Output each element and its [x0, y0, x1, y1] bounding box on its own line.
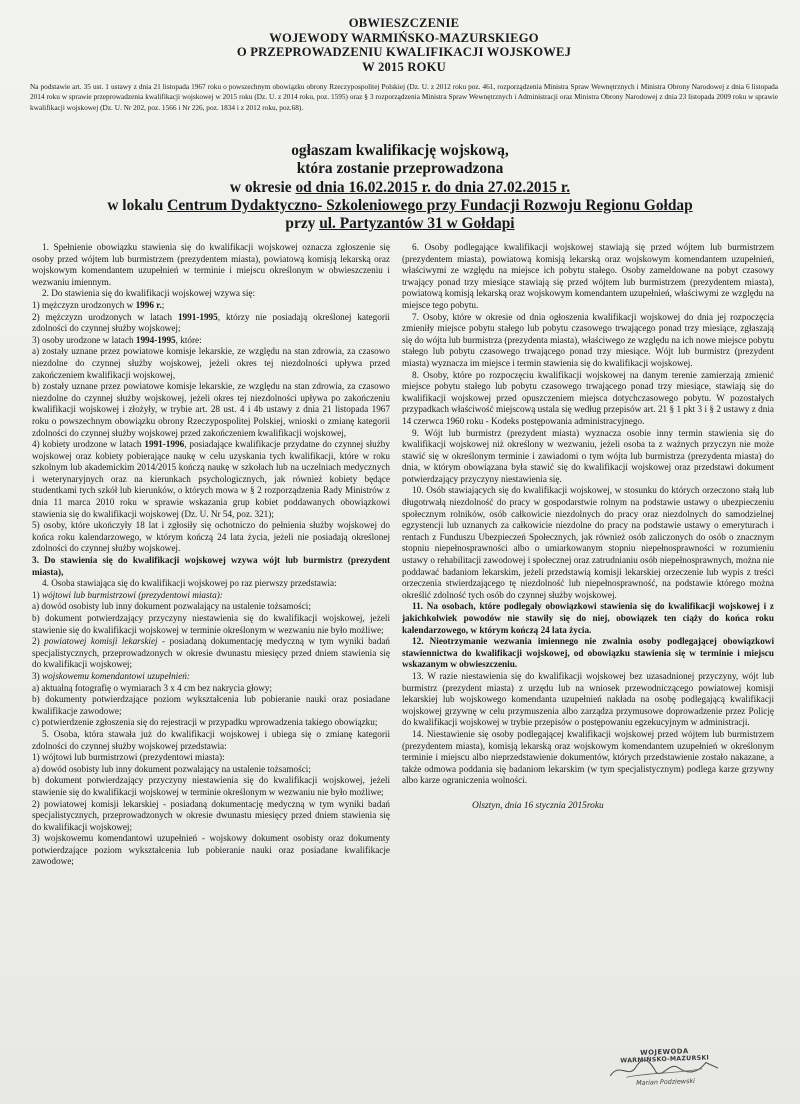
announcement-block: [40, 142, 760, 233]
paragraph: 2. Do stawienia się do kwalifikacji wojskowej wzywa się:: [42, 288, 256, 299]
text: - posiadaną dokumentację medyczną w tym wyniki badań specjalistycznych, przeprowadzonych w okresie dwunastu miesięcy przed dniem stawienia się do kwalifikacji wojskowej;: [32, 636, 391, 670]
stamp-region: WARMIŃSKO-MAZURSKI: [620, 1054, 710, 1065]
announcement-venue: [40, 197, 760, 215]
paragraph: 12. Nieotrzymanie wezwania imiennego nie zwalnia osoby podlegającej obowiązkowi stawiennictwa do kwalifikacji wojskowej, od obowiązku stawienia się w terminie i miejscu wskazanym w obwieszczeniu.: [402, 636, 774, 670]
paragraph: 14. Niestawienie się osoby podlegającej kwalifikacji wojskowej przed wójtem lub burmistrzem (prezydentem miasta), komisją lekarską oraz wojskowym komendantem uzupełnień w określonym terminie i miejscu albo nieprzedstawienie dokumentów, których przedstawienie zostało nakazane, a także odmowa poddania się badaniom lekarskim (w tym specjalistycznym) podlega karze grzywny albo karze ograniczenia wolności.: [402, 728, 774, 786]
text: 3): [32, 670, 42, 681]
dates-prefix: w okresie: [229, 178, 296, 196]
text: , posiadające kwalifikacje przydatne do czynnej służby wojskowej oraz kobiety pobierające naukę w celu uzyskania tych kwalifikacji, które w roku szkolnym lub akademickim 2014/2015 kończą naukę w szkołach lub na uczelniach medycznych i weterynaryjnych oraz na kierunkach psychologicznych, jak również kobiety będące studentkami tych szkół lub kierunków, o których mowa w § 2 rozporządzenia Rady Ministrów z dnia 11 marca 2010 roku w sprawie wskazania grup kobiet poddawanych obowiązkowi stawienia się do kwalifikacji wojskowej (Dz. U. Nr 54, poz. 321);: [32, 439, 390, 519]
paragraph: 4. Osoba stawiająca się do kwalifikacji wojskowej po raz pierwszy przedstawia:: [42, 578, 337, 589]
year-bold: 1991-1996: [144, 439, 185, 450]
left-column: [32, 242, 390, 868]
venue-name: Centrum Dydaktyczno- Szkoleniowego przy Fundacji Rozwoju Regionu Gołdap: [167, 196, 693, 214]
legal-basis: Na podstawie art. 35 ust. 1 ustawy z dnia 21 listopada 1967 roku o powszechnym obowiązku obrony Rzeczypospolitej Polskiej (Dz. U. z 2012 roku poz. 461, rozporządzenia Ministra Spraw Wewnętrznych i Ministra Obrony Narodowej z dnia 6 listopada 2014 roku w sprawie przeprowadzenia kwalifikacji wojskowej w 2015 roku (Dz. U. z 2014 roku, poz. 1595) oraz § 3 rozporządzenia Ministra Spraw Wewnętrznych i Administracji oraz Ministra Obrony Narodowej z dnia 23 listopada 2009 roku w sprawie kwalifikacji wojskowej (Dz. U. Nr 202, poz. 1566 i Nr 226, poz. 1834 i z 2012 roku, poz.68).: [30, 82, 778, 112]
announcement-address: [40, 215, 760, 233]
paragraph: b) zostały uznane przez powiatowe komisje lekarskie, ze względu na stan zdrowia, za czasowo niezdolne do czynnej służby wojskowej, jeżeli okres tej niezdolności upływa po zakończeniu kwalifikacji wojskowej i złożyły, w trybie art. 28 ust. 4 i 4b ustawy z dnia 21 listopada 1967 roku o powszechnym obowiązku obrony Rzeczypospolitej Polskiej, wnioski o zmianę kategorii zdolności do czynnej służby wojskowej przed zakończeniem kwalifikacji wojskowej,: [32, 381, 390, 438]
paragraph: b) dokument potwierdzający przyczyny niestawienia się do kwalifikacji wojskowej, jeżeli stawienie się do kwalifikacji wojskowej w terminie określonym w wezwaniu nie było możliwe;: [32, 613, 390, 635]
paragraph: [32, 300, 390, 312]
paragraph: 9. Wójt lub burmistrz (prezydent miasta) wyznacza osobie inny termin stawienia się do kwalifikacji wojskowej niż określony w wezwaniu, jeżeli osoba ta z ważnych przyczyn nie może stawić się w określonym terminie i zawiadomi o tym wójta lub burmistrza (prezydenta miasta) do dnia, w którym obowiązana była stawić się do kwalifikacji wojskowej oraz przedstawi dokument potwierdzający przyczyny niestawienia się.: [402, 427, 774, 484]
place-and-date: Olsztyn, dnia 16 stycznia 2015roku: [472, 800, 604, 811]
document-header: [24, 16, 784, 74]
text: 4) kobiety urodzone w latach: [32, 439, 145, 450]
header-title: OBWIESZCZENIE: [348, 16, 460, 30]
paragraph: b) dokumenty potwierdzające poziom wykształcenia lub pobieranie nauki oraz posiadane kwalifikacje zawodowe;: [32, 694, 390, 716]
paragraph: 13. W razie niestawienia się do kwalifikacji wojskowej bez uzasadnionej przyczyny, wójt lub burmistrz (prezydent miasta) z urzędu lub na wniosek przewodniczącego powiatowej komisji lekarskiej lub wojskowego komendanta uzupełnień nakłada na osobę podlegającą kwalifikacji wojskowej grzywnę w celu przymuszenia albo zarządza przymusowe doprowadzenie przez Policję do kwalifikacji wojskowej w trybie przepisów o postępowaniu egzekucyjnym w administracji.: [402, 670, 774, 728]
paragraph: a) aktualną fotografię o wymiarach 3 x 4 cm bez nakrycia głowy;: [32, 682, 273, 693]
header-subject: O PRZEPROWADZENIU KWALIFIKACJI WOJSKOWEJ: [236, 45, 572, 59]
venue-prefix: w lokalu: [107, 196, 168, 214]
text-italic: wojskowemu komendantowi uzupełnień:: [41, 670, 190, 681]
right-column: [402, 242, 774, 813]
text: , które:: [175, 334, 202, 345]
announcement-line-1: ogłaszam kwalifikację wojskową,: [291, 142, 509, 159]
text: 1): [32, 589, 42, 600]
paragraph: [32, 590, 390, 602]
paragraph: [32, 671, 390, 683]
paragraph: [32, 636, 390, 671]
header-authority: WOJEWODY WARMIŃSKO-MAZURSKIEGO: [269, 30, 539, 45]
paragraph: [32, 439, 390, 520]
announcement-line-2: która zostanie przeprowadzona: [296, 160, 504, 178]
text-italic: wójtowi lub burmistrzowi (prezydentowi miasta):: [41, 589, 223, 600]
paragraph: a) dowód osobisty lub inny dokument pozwalający na ustalenie tożsamości;: [32, 763, 311, 774]
text: 1) mężczyzn urodzonych w: [32, 299, 136, 310]
stamp-title: WOJEWODA: [640, 1047, 689, 1057]
text: , którzy nie posiadają określonej kategorii zdolności do czynnej służby wojskowej;: [32, 311, 390, 334]
official-stamp: [599, 1046, 730, 1091]
address-prefix: przy: [285, 215, 320, 233]
text-italic: powiatowej komisji lekarskiej: [44, 636, 158, 647]
paragraph: 6. Osoby podlegające kwalifikacji wojskowej stawiają się przed wójtem lub burmistrzem (prezydentem miasta), powiatową komisją lekarską oraz wojskowym komendantem uzupełnień, właściwymi ze względu na miejsce ich pobytu stałego. Osoby zameldowane na pobyt czasowy trwający ponad trzy miesiące stawiają się przed wójtem lub burmistrzem (prezydentem miasta), powiatową komisją lekarską oraz wojskowym komendantem uzupełnień, właściwymi ze względu na miejsce tego pobytu.: [402, 242, 774, 310]
paragraph: c) potwierdzenie zgłoszenia się do rejestracji w przypadku wprowadzenia takiego obowiązku;: [32, 717, 378, 728]
paragraph: 10. Osób stawiających się do kwalifikacji wojskowej, w stosunku do których orzeczono stałą lub długotrwałą niezdolność do pracy w gospodarstwie rolnym na podstawie ustawy o ubezpieczeniu społecznym rolników, osób całkowicie niezdolnych do pracy oraz niezdolnych do samodzielnej egzystencji lub uznanych za całkowicie niezdolne do pracy na podstawie ustawy o emeryturach i rentach z Funduszu Ubezpieczeń Społecznych, jak również osób zaliczonych do osób o znacznym stopniu niepełnosprawności albo o umiarkowanym stopniu niepełnosprawności w rozumieniu ustawy o rehabilitacji zawodowej i społecznej oraz zatrudnianiu osób niepełnosprawnych, można nie poddawać badaniom lekarskim, jeżeli przedstawią komisji lekarskiej orzeczenie lub wypis z treści orzeczenia stwierdzającego tę niezdolność lub niepełnosprawność, na podstawie którego można określić zdolność tych osób do czynnej służby wojskowej.: [402, 485, 774, 600]
header-year: W 2015 ROKU: [362, 59, 446, 74]
year-bold: 1996 r.: [135, 299, 162, 310]
paragraph: 1) wójtowi lub burmistrzowi (prezydentowi miasta):: [32, 752, 225, 763]
paragraph: 8. Osoby, które po rozpoczęciu kwalifikacji wojskowej na danym terenie zamierzają zmienić miejsce pobytu stałego lub pobytu czasowego trwającego ponad trzy miesiące, stawiają się do kwalifikacji wojskowej przed opuszczeniem miejsca dotychczasowego pobytu. W pozostałych przypadkach właściwość miejscową ustala się według przepisów art. 21 § 1 pkt 3 i § 2 ustawy z dnia 14 czerwca 1960 roku - Kodeks postępowania administracyjnego.: [402, 369, 774, 426]
year-bold: 1991-1995: [177, 311, 218, 322]
paragraph: 1. Spełnienie obowiązku stawienia się do kwalifikacji wojskowej oznacza zgłoszenie się osoby przed wójtem lub burmistrzem (prezydentem miasta), powiatową komisją lekarską oraz wojskowym komendantem uzupełnień w terminie i miejscu określonym w obwieszczeniu i wezwaniu imiennym.: [32, 242, 390, 287]
paragraph: a) zostały uznane przez powiatowe komisje lekarskie, ze względu na stan zdrowia, za czasowo niezdolne do czynnej służby wojskowej, jeżeli okres tej niezdolności upływa przed zakończeniem kwalifikacji wojskowej,: [32, 346, 390, 380]
paragraph: [32, 335, 390, 347]
paragraph: 5. Osoba, która stawała już do kwalifikacji wojskowej i ubiega się o zmianę kategorii zdolności do czynnej służby wojskowej przedstawia:: [32, 728, 390, 751]
stamp-signatory: Marian Podziewski: [635, 1076, 695, 1088]
text: 3) osoby urodzone w latach: [32, 334, 136, 345]
signature-icon: [606, 1054, 725, 1084]
paragraph: 2) powiatowej komisji lekarskiej - posiadaną dokumentację medyczną w tym wyniki badań specjalistycznych, przeprowadzonych w okresie dwunastu miesięcy przed dniem stawienia się do kwalifikacji wojskowej;: [32, 798, 390, 832]
paragraph: 11. Na osobach, które podlegały obowiązkowi stawienia się do kwalifikacji wojskowej i z jakichkolwiek powodów nie stawiły się do niej, obowiązek ten ciąży do końca roku kalendarzowego, w którym kończą 24 lata życia.: [402, 601, 774, 635]
paragraph: 7. Osoby, które w okresie od dnia ogłoszenia kwalifikacji wojskowej do dnia jej rozpoczęcia zmieniły miejsce pobytu stałego lub pobytu czasowego trwającego ponad trzy miesiące, zgłaszają się do wójta lub burmistrza (prezydenta miasta), właściwego ze względu na ich nowe miejsce pobytu stałego lub pobytu czasowego trwającego ponad trzy miesiące. Wójt lub burmistrz (prezydent miasta) wyznacza im miejsce i termin stawienia się do kwalifikacji wojskowej.: [402, 311, 774, 368]
paragraph: 3. Do stawienia się do kwalifikacji wojskowej wzywa wójt lub burmistrz (prezydent miasta),: [32, 555, 390, 577]
paragraph: 5) osoby, które ukończyły 18 lat i zgłosiły się ochotniczo do pełnienia służby wojskowej do końca roku kalendarzowego, w którym kończą 24 lata życia, jeżeli nie posiadają określonej zdolności do czynnej służby wojskowej.: [32, 520, 390, 554]
text: 2) mężczyzn urodzonych w latach: [32, 311, 178, 322]
text: 2): [32, 636, 45, 647]
paragraph: b) dokument potwierdzający przyczyny niestawienia się do kwalifikacji wojskowej, jeżeli stawienie się do kwalifikacji wojskowej w terminie określonym w wezwaniu nie było możliwe;: [32, 775, 390, 797]
announcement-dates: [40, 179, 760, 197]
year-bold: 1994-1995: [135, 334, 176, 345]
address-street: ul. Partyzantów 31 w Gołdapi: [319, 215, 515, 233]
dates-range: od dnia 16.02.2015 r. do dnia 27.02.2015 r.: [295, 178, 571, 196]
text: ;: [161, 299, 165, 310]
paragraph: 3) wojskowemu komendantowi uzupełnień - wojskowy dokument osobisty oraz dokumenty potwierdzające poziom wykształcenia lub pobieranie nauki oraz posiadane kwalifikacje zawodowe;: [32, 833, 390, 867]
paragraph: [32, 312, 390, 335]
paragraph: a) dowód osobisty lub inny dokument pozwalający na ustalenie tożsamości;: [32, 601, 311, 612]
